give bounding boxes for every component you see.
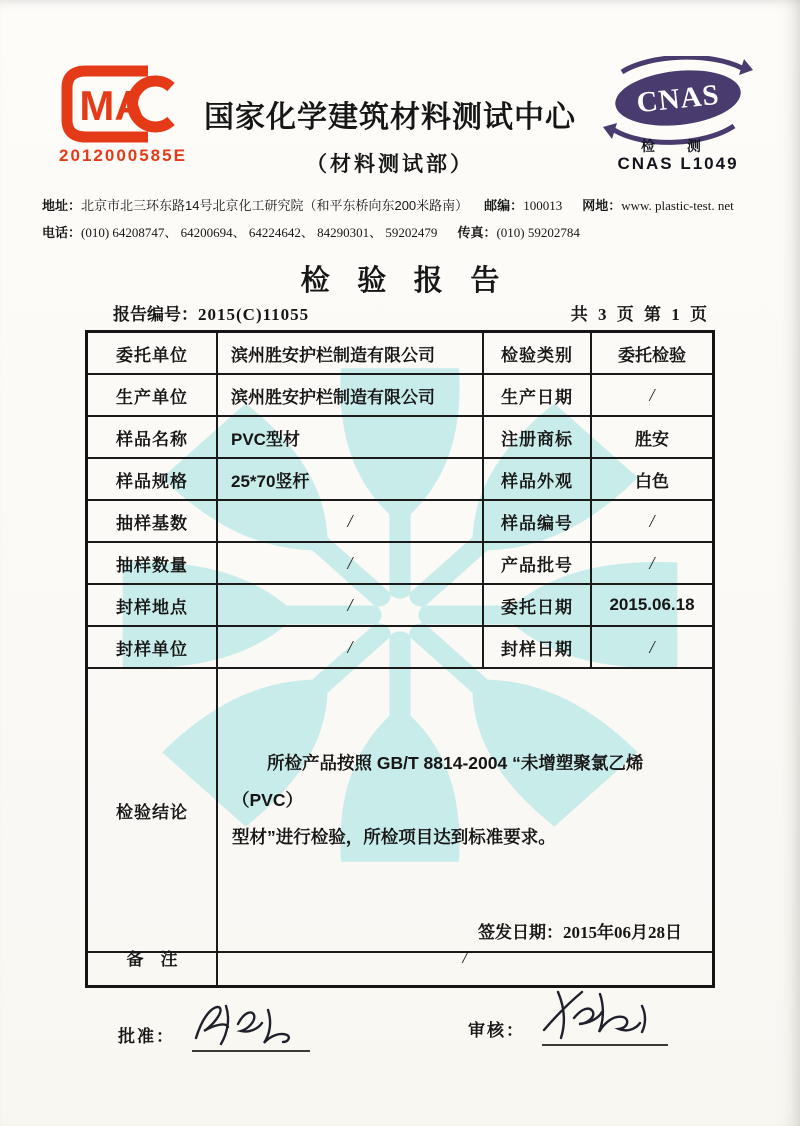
- center-name: 国家化学建筑材料测试中心: [204, 101, 576, 134]
- department-name: （材料测试部）: [306, 152, 474, 176]
- conclusion-label: 检验结论: [88, 669, 218, 953]
- report-title: 检验报告: [300, 265, 527, 297]
- sign-date-value: 2015年06月28日: [563, 923, 682, 942]
- row-label: 生产单位: [88, 375, 218, 417]
- cma-logo-text: MA: [79, 82, 145, 129]
- conclusion-text-line1: 所检产品按照 GB/T 8814-2004 “未增塑聚氯乙烯（PVC）: [232, 753, 644, 810]
- row-label: 样品外观: [484, 459, 592, 501]
- conclusion-text-line2: 型材”进行检验，所检项目达到标准要求。: [232, 827, 556, 847]
- fax-value: (010) 59202784: [496, 225, 580, 240]
- approve-label: 批准：: [118, 1027, 175, 1046]
- row-value: 25*70竖杆: [218, 459, 484, 501]
- contact-block: [42, 192, 764, 246]
- cnas-code-text: CNAS L1049: [617, 154, 739, 173]
- cnas-logo-text: CNAS: [635, 78, 722, 120]
- row-label: 注册商标: [484, 417, 592, 459]
- note-label: 备 注: [88, 929, 218, 985]
- conclusion-row: [88, 669, 712, 942]
- row-value: 委托检验: [592, 333, 712, 375]
- web-value: www. plastic-test. net: [621, 198, 734, 213]
- row-value: /: [218, 543, 484, 585]
- cma-logo-icon: [56, 60, 188, 148]
- row-label: 委托日期: [484, 585, 592, 627]
- report-pages: 共 3 页 第 1 页: [570, 305, 710, 324]
- row-value: 白色: [592, 459, 712, 501]
- row-label: 产品批号: [484, 543, 592, 585]
- report-number-value: 2015(C)11055: [198, 305, 310, 324]
- row-value: 胜安: [592, 417, 712, 459]
- row-label: 样品规格: [88, 459, 218, 501]
- row-label: 抽样数量: [88, 543, 218, 585]
- row-value: /: [592, 375, 712, 417]
- tel-label: 电话：: [42, 225, 82, 240]
- cnas-tag-text: 检 测: [641, 138, 715, 154]
- cnas-logo-icon: [592, 56, 764, 174]
- row-value: 2015.06.18: [592, 585, 712, 627]
- row-value: /: [218, 585, 484, 627]
- report-number-label: 报告编号：: [113, 305, 198, 324]
- note-row: [88, 929, 712, 985]
- fax-label: 传真：: [457, 225, 497, 240]
- row-value: 滨州胜安护栏制造有限公司: [218, 375, 484, 417]
- cma-certificate-number: 2012000585E: [59, 146, 187, 165]
- row-label: 样品编号: [484, 501, 592, 543]
- contact-line-address: [42, 192, 764, 219]
- row-value: /: [592, 627, 712, 669]
- row-label: 封样单位: [88, 627, 218, 669]
- zip-label: 邮编：: [484, 198, 524, 213]
- contact-line-phone: [42, 219, 764, 246]
- row-label: 检验类别: [484, 333, 592, 375]
- row-value: 滨州胜安护栏制造有限公司: [218, 333, 484, 375]
- approve-signature-line: [192, 1050, 310, 1052]
- note-value: /: [462, 946, 468, 967]
- report-number-line: [113, 300, 309, 325]
- tel-value: (010) 64208747、 64200694、 64224642、 84290301、 59202479: [81, 225, 438, 240]
- info-rows: [88, 333, 712, 669]
- row-value: /: [592, 543, 712, 585]
- row-label: 封样日期: [484, 627, 592, 669]
- approve-signature: [188, 998, 308, 1054]
- row-label: 生产日期: [484, 375, 592, 417]
- report-table: [85, 330, 715, 988]
- address-label: 地址：: [42, 198, 82, 213]
- review-signature: [538, 988, 670, 1046]
- row-value: /: [218, 501, 484, 543]
- row-value: PVC型材: [218, 417, 484, 459]
- review-label: 审核：: [468, 1021, 525, 1040]
- row-label: 抽样基数: [88, 501, 218, 543]
- row-label: 封样地点: [88, 585, 218, 627]
- sign-date-label: 签发日期：: [478, 923, 563, 942]
- row-value: /: [218, 627, 484, 669]
- conclusion-body: [218, 669, 712, 953]
- row-label: 委托单位: [88, 333, 218, 375]
- row-label: 样品名称: [88, 417, 218, 459]
- review-signature-line: [542, 1044, 668, 1046]
- row-value: /: [592, 501, 712, 543]
- zip-value: 100013: [523, 198, 563, 213]
- web-label: 网地：: [582, 198, 622, 213]
- address-value: 北京市北三环东路14号北京化工研究院（和平东桥向东200米路南）: [81, 198, 469, 213]
